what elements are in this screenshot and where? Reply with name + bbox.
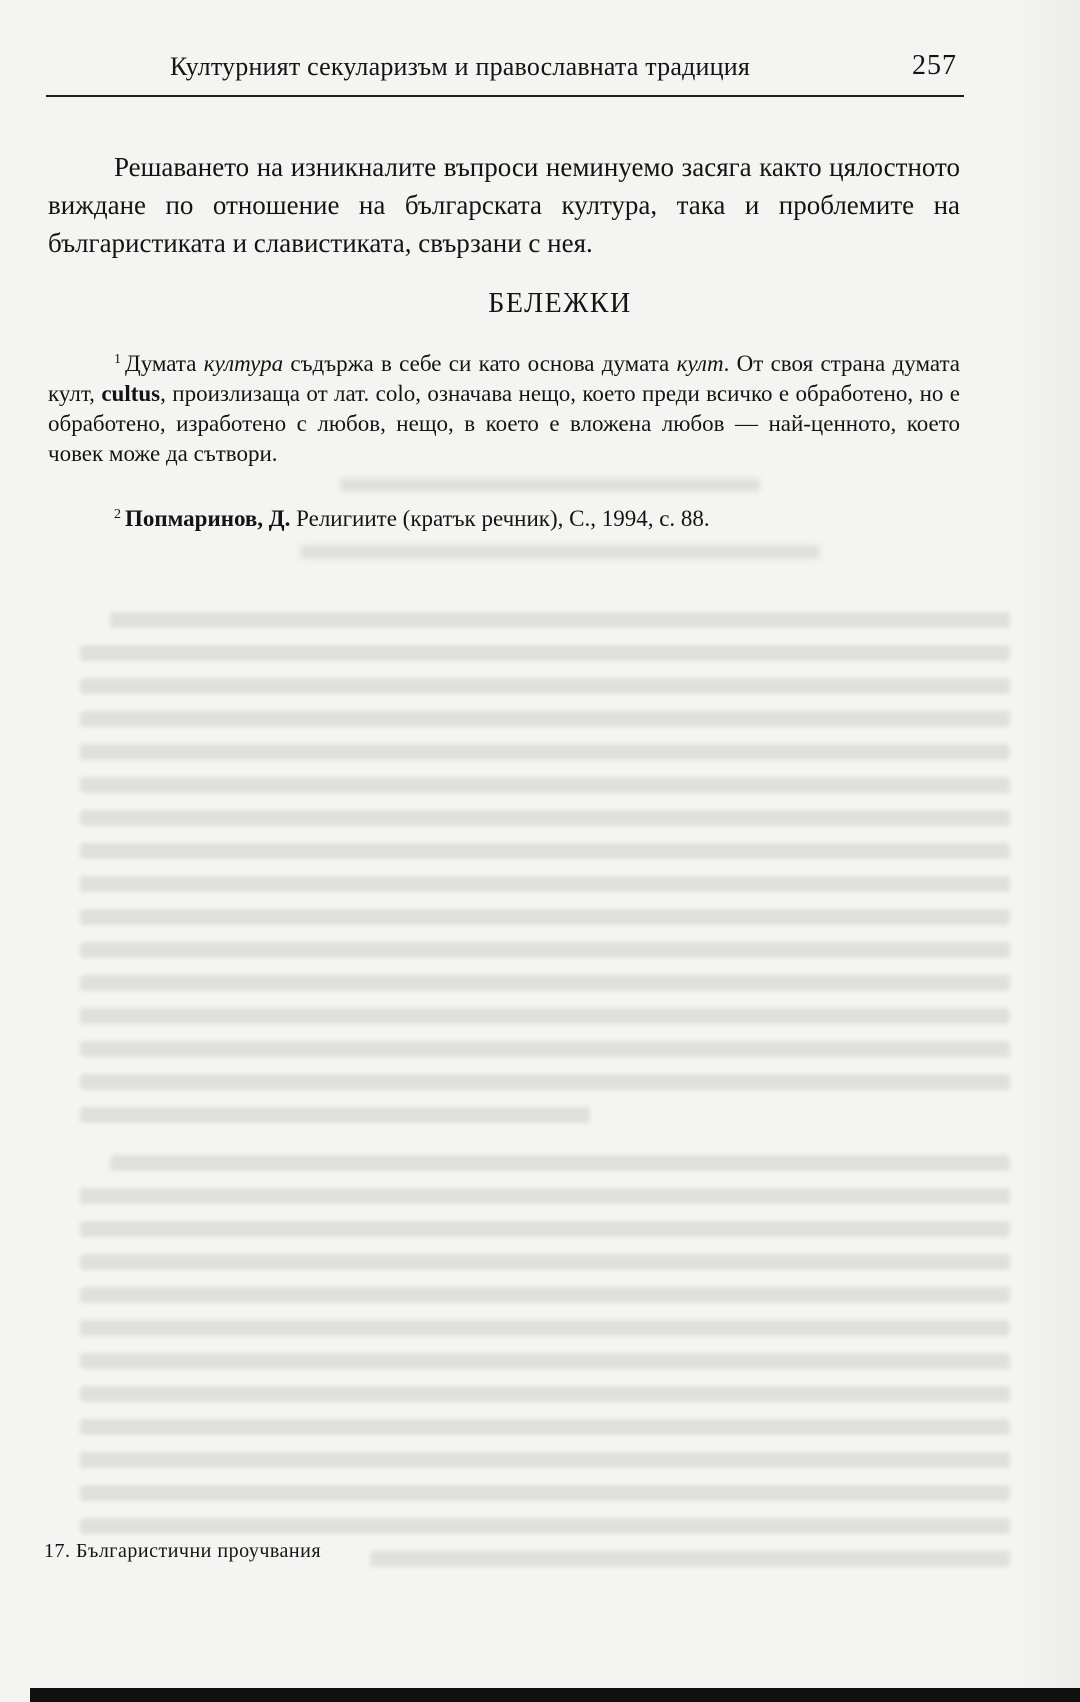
footnote-1-text-d: , произлизаща от лат. colo, означава нещо, което преди всичко е обработено, но е обработено, изработено с любов, нещо, в което е вложена любов — най-ценното, което човек може да сътвори. [48, 381, 960, 466]
footnote-2-text: Религиите (кратък речник), С., 1994, с. 88. [290, 506, 710, 531]
footnote-2 [48, 500, 960, 534]
footnote-1-text-b: съдържа в себе си като основа думата [283, 351, 677, 376]
running-head-title: Културният секуларизъм и православната традиция [170, 52, 751, 81]
page-edge-shadow [1010, 0, 1080, 1702]
notes-heading: БЕЛЕЖКИ [488, 288, 632, 319]
header-rule [46, 95, 964, 97]
footnote-1-term-culture: култура [203, 351, 284, 376]
footnote-1-term-cult: култ [676, 351, 724, 376]
footnote-2-author: Попмаринов, Д. [125, 506, 291, 531]
scan-bottom-edge [30, 1688, 1080, 1702]
footnote-1-text-c: . От своя страна думата култ, [48, 351, 960, 406]
footnote-1-marker: 1 [114, 352, 121, 367]
body-paragraph: Решаването на изникналите въпроси неминуемо засяга както цялостното виждане по отношение на българската култура, така и проблемите на българистиката и славистиката, свързани с нея. [48, 152, 960, 258]
footer-signature: 17. Българистични проучвания [44, 1540, 322, 1562]
page-number: 257 [912, 50, 957, 81]
footnote-2-marker: 2 [114, 507, 121, 522]
footnote-1-text-a: Думата [125, 351, 204, 376]
footnote-1 [48, 345, 960, 469]
footnote-1-term-cultus: cultus [101, 381, 161, 406]
